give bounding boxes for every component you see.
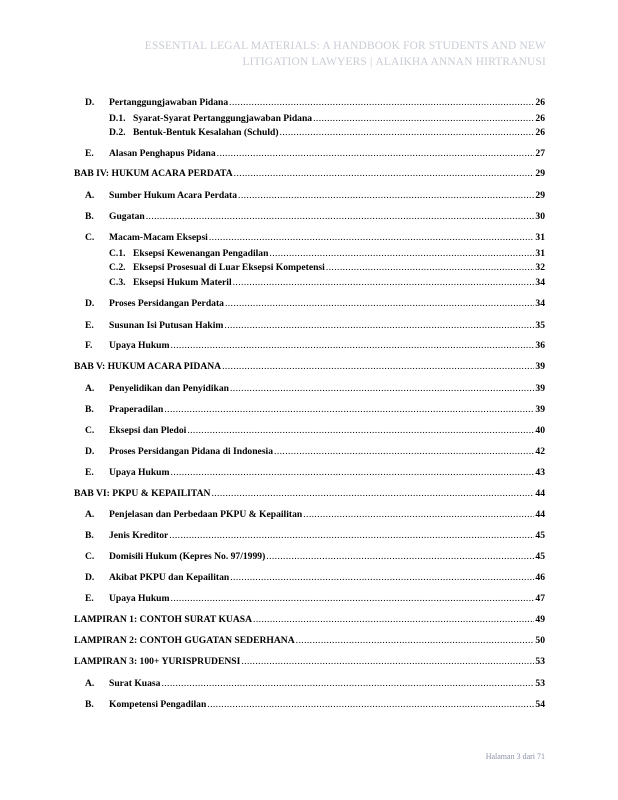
toc-chapter-entry[interactable] (74, 488, 545, 500)
toc-entry-label (85, 678, 160, 690)
toc-entry-title: BAB V: HUKUM ACARA PIDANA (74, 361, 222, 372)
toc-entry[interactable] (85, 320, 545, 332)
toc-entry-prefix: A. (85, 383, 95, 394)
toc-leader-dots (253, 614, 534, 626)
toc-entry-title: Praperadilan (109, 404, 164, 415)
toc-page-number: 53 (535, 656, 545, 667)
toc-entry[interactable] (85, 572, 545, 584)
toc-entry[interactable] (109, 127, 545, 139)
toc-entry-title: Eksepsi dan Pledoi (109, 425, 187, 436)
toc-leader-dots (230, 383, 534, 395)
toc-page-number: 42 (535, 446, 545, 457)
toc-entry-prefix: D.1. (109, 113, 126, 124)
toc-entry-prefix: A. (85, 190, 95, 201)
page-number-footer: Halaman 3 dari 71 (485, 752, 545, 761)
toc-page-number: 40 (535, 425, 545, 436)
toc-entry[interactable] (85, 551, 545, 563)
toc-entry-label (85, 211, 145, 223)
toc-entry-label (109, 262, 325, 274)
toc-leader-dots (303, 509, 534, 521)
toc-chapter-entry[interactable] (74, 361, 545, 373)
header-line-1: ESSENTIAL LEGAL MATERIALS: A HANDBOOK FOR STUDENTS AND NEW (144, 40, 546, 52)
toc-entry[interactable] (85, 97, 545, 109)
toc-page-number: 35 (535, 320, 545, 331)
toc-leader-dots (209, 232, 535, 244)
toc-entry-label (85, 509, 302, 521)
header-author: ALAIKHA ANNAN HIRTRANUSI (375, 56, 546, 68)
toc-page-number: 39 (535, 383, 545, 394)
toc-entry-title: Upaya Hukum (109, 340, 170, 351)
toc-entry-title: Eksepsi Prosesual di Luar Eksepsi Kompetensi (133, 262, 325, 273)
toc-entry-label (74, 168, 233, 180)
toc-entry-label (85, 699, 206, 711)
toc-entry[interactable] (85, 340, 545, 352)
toc-entry-title: Bentuk-Bentuk Kesalahan (Schuld) (133, 127, 279, 138)
toc-entry-label (74, 361, 221, 373)
toc-leader-dots (207, 699, 534, 711)
toc-leader-dots (224, 320, 534, 332)
toc-entry-title: Gugatan (109, 211, 145, 222)
toc-leader-dots (274, 446, 534, 458)
toc-entry-title: BAB IV: HUKUM ACARA PERDATA (74, 168, 233, 179)
toc-entry-title: Upaya Hukum (109, 467, 170, 478)
toc-entry-title: Eksepsi Hukum Materil (133, 277, 232, 288)
toc-entry[interactable] (85, 467, 545, 479)
toc-page-number: 31 (535, 232, 545, 243)
toc-page-number: 36 (535, 340, 545, 351)
toc-entry-prefix: C. (85, 232, 95, 243)
toc-entry-prefix: B. (85, 530, 94, 541)
toc-entry-prefix: D. (85, 97, 95, 108)
toc-entry-prefix: E. (85, 593, 94, 604)
toc-entry[interactable] (85, 383, 545, 395)
toc-leader-dots (211, 488, 534, 500)
toc-chapter-entry[interactable] (74, 168, 545, 180)
toc-leader-dots (233, 277, 535, 289)
toc-entry[interactable] (85, 699, 545, 711)
toc-entry-title: Penjelasan dan Perbedaan PKPU & Kepailitan (109, 509, 303, 520)
toc-entry-label (85, 148, 216, 160)
toc-entry[interactable] (85, 211, 545, 223)
toc-entry-label (85, 467, 170, 479)
toc-entry-title: Upaya Hukum (109, 593, 170, 604)
toc-entry-prefix: F. (85, 340, 93, 351)
toc-page-number: 26 (535, 127, 545, 138)
toc-entry-title: Domisili Hukum (Kepres No. 97/1999) (109, 551, 266, 562)
toc-entry-label (109, 248, 268, 260)
toc-entry-title: Akibat PKPU dan Kepailitan (109, 572, 230, 583)
toc-page-number: 50 (535, 635, 545, 646)
toc-entry-label (74, 635, 295, 647)
toc-entry-label (109, 277, 232, 289)
toc-page-number: 45 (535, 530, 545, 541)
toc-page-number: 26 (535, 113, 545, 124)
toc-leader-dots (230, 572, 534, 584)
toc-entry-label (85, 190, 237, 202)
toc-leader-dots (238, 190, 534, 202)
toc-entry-prefix: E. (85, 148, 94, 159)
toc-entry[interactable] (85, 530, 545, 542)
toc-entry-title: Penyelidikan dan Penyidikan (109, 383, 229, 394)
toc-entry-prefix: A. (85, 678, 95, 689)
toc-page-number: 30 (535, 211, 545, 222)
toc-leader-dots (171, 593, 535, 605)
toc-entry-label (109, 113, 312, 125)
toc-page-number: 43 (535, 467, 545, 478)
toc-leader-dots (296, 635, 535, 647)
toc-page-number: 47 (535, 593, 545, 604)
toc-leader-dots (266, 551, 534, 563)
toc-entry-label (85, 232, 208, 244)
toc-entry[interactable] (85, 446, 545, 458)
toc-entry-prefix: D.2. (109, 127, 126, 138)
toc-page-number: 49 (535, 614, 545, 625)
toc-page-number: 45 (535, 551, 545, 562)
toc-chapter-entry[interactable] (74, 614, 545, 626)
toc-entry-title: Syarat-Syarat Pertanggungjawaban Pidana (133, 113, 313, 124)
toc-entry[interactable] (85, 425, 545, 437)
toc-entry-title: BAB VI: PKPU & KEPAILITAN (74, 488, 211, 499)
toc-leader-dots (269, 248, 534, 260)
toc-entry[interactable] (109, 113, 545, 125)
toc-entry-label (85, 340, 170, 352)
toc-entry-prefix: B. (85, 404, 94, 415)
toc-leader-dots (169, 530, 534, 542)
toc-entry-prefix: D. (85, 572, 95, 583)
toc-entry-prefix: A. (85, 509, 95, 520)
toc-leader-dots (313, 113, 534, 125)
toc-entry[interactable] (85, 190, 545, 202)
toc-entry-label (74, 614, 252, 626)
toc-leader-dots (146, 211, 535, 223)
toc-entry-title: Jenis Kreditor (109, 530, 169, 541)
toc-entry-label (85, 572, 229, 584)
toc-leader-dots (280, 127, 535, 139)
toc-entry-title: Sumber Hukum Acara Perdata (109, 190, 238, 201)
toc-leader-dots (171, 467, 535, 479)
toc-page-number: 27 (535, 148, 545, 159)
toc-entry-label (85, 446, 273, 458)
toc-leader-dots (326, 262, 535, 274)
toc-entry-title: LAMPIRAN 3: 100+ YURISPRUDENSI (74, 656, 241, 667)
toc-entry-prefix: E. (85, 467, 94, 478)
toc-entry-prefix: C.1. (109, 248, 126, 259)
toc-entry-title: Proses Persidangan Pidana di Indonesia (109, 446, 274, 457)
toc-entry-prefix: C.2. (109, 262, 126, 273)
toc-entry-prefix: E. (85, 320, 94, 331)
toc-leader-dots (171, 340, 535, 352)
toc-entry-prefix: B. (85, 699, 94, 710)
header-separator: | (369, 56, 373, 68)
toc-entry-label (85, 97, 228, 109)
toc-entry-prefix: D. (85, 446, 95, 457)
toc-leader-dots (222, 361, 534, 373)
toc-page-number: 26 (535, 97, 545, 108)
toc-page-number: 44 (535, 509, 545, 520)
toc-entry[interactable] (85, 593, 545, 605)
toc-entry-title: LAMPIRAN 1: CONTOH SURAT KUASA (74, 614, 253, 625)
toc-entry[interactable] (109, 277, 545, 289)
toc-leader-dots (217, 148, 535, 160)
toc-entry-label (85, 593, 170, 605)
toc-page-number: 34 (535, 298, 545, 309)
toc-leader-dots (187, 425, 534, 437)
toc-entry-label (85, 425, 186, 437)
toc-entry-prefix: C. (85, 425, 95, 436)
toc-page-number: 39 (535, 404, 545, 415)
toc-entry-label (85, 298, 224, 310)
toc-leader-dots (164, 404, 534, 416)
toc-entry[interactable] (85, 298, 545, 310)
toc-entry-title: Susunan Isi Putusan Hakim (109, 320, 224, 331)
toc-entry-label (74, 656, 240, 668)
toc-entry-title: Macam-Macam Eksepsi (109, 232, 208, 243)
toc-page-number: 29 (535, 168, 545, 179)
toc-page-number: 53 (535, 678, 545, 689)
toc-entry-title: LAMPIRAN 2: CONTOH GUGATAN SEDERHANA (74, 635, 295, 646)
toc-leader-dots (234, 168, 535, 180)
toc-leader-dots (161, 678, 534, 690)
toc-entry[interactable] (109, 248, 545, 260)
toc-page-number: 39 (535, 361, 545, 372)
toc-entry-title: Pertanggungjawaban Pidana (109, 97, 229, 108)
toc-entry-label (85, 404, 163, 416)
toc-entry-prefix: C.3. (109, 277, 126, 288)
toc-entry-title: Alasan Penghapus Pidana (109, 148, 216, 159)
toc-entry[interactable] (109, 262, 545, 274)
toc-entry[interactable] (85, 148, 545, 160)
toc-entry-label (85, 320, 223, 332)
header-line-2 (66, 54, 546, 70)
toc-page-number: 46 (535, 572, 545, 583)
toc-chapter-entry[interactable] (74, 635, 545, 647)
toc-entry-title: Kompetensi Pengadilan (109, 699, 207, 710)
toc-entry-prefix: D. (85, 298, 95, 309)
toc-entry-label (85, 551, 265, 563)
toc-entry-label (85, 530, 168, 542)
toc-leader-dots (225, 298, 534, 310)
toc-page-number: 34 (535, 277, 545, 288)
toc-entry-prefix: C. (85, 551, 95, 562)
toc-page-number: 54 (535, 699, 545, 710)
toc-chapter-entry[interactable] (74, 656, 545, 668)
toc-entry[interactable] (85, 404, 545, 416)
toc-page-number: 32 (535, 262, 545, 273)
toc-leader-dots (229, 97, 534, 109)
toc-entry-prefix: B. (85, 211, 94, 222)
toc-entry-label (74, 488, 210, 500)
toc-page-number: 44 (535, 488, 545, 499)
toc-page-number: 31 (535, 248, 545, 259)
toc-entry-title: Proses Persidangan Perdata (109, 298, 224, 309)
toc-entry-label (85, 383, 229, 395)
toc-entry[interactable] (85, 509, 545, 521)
running-header (66, 38, 546, 70)
toc-entry[interactable] (85, 678, 545, 690)
toc-page-number: 29 (535, 190, 545, 201)
toc-entry-title: Eksepsi Kewenangan Pengadilan (133, 248, 269, 259)
toc-leader-dots (241, 656, 534, 668)
toc-entry-label (109, 127, 279, 139)
header-series: LITIGATION LAWYERS (242, 56, 367, 68)
toc-entry[interactable] (85, 232, 545, 244)
toc-entry-title: Surat Kuasa (109, 678, 161, 689)
